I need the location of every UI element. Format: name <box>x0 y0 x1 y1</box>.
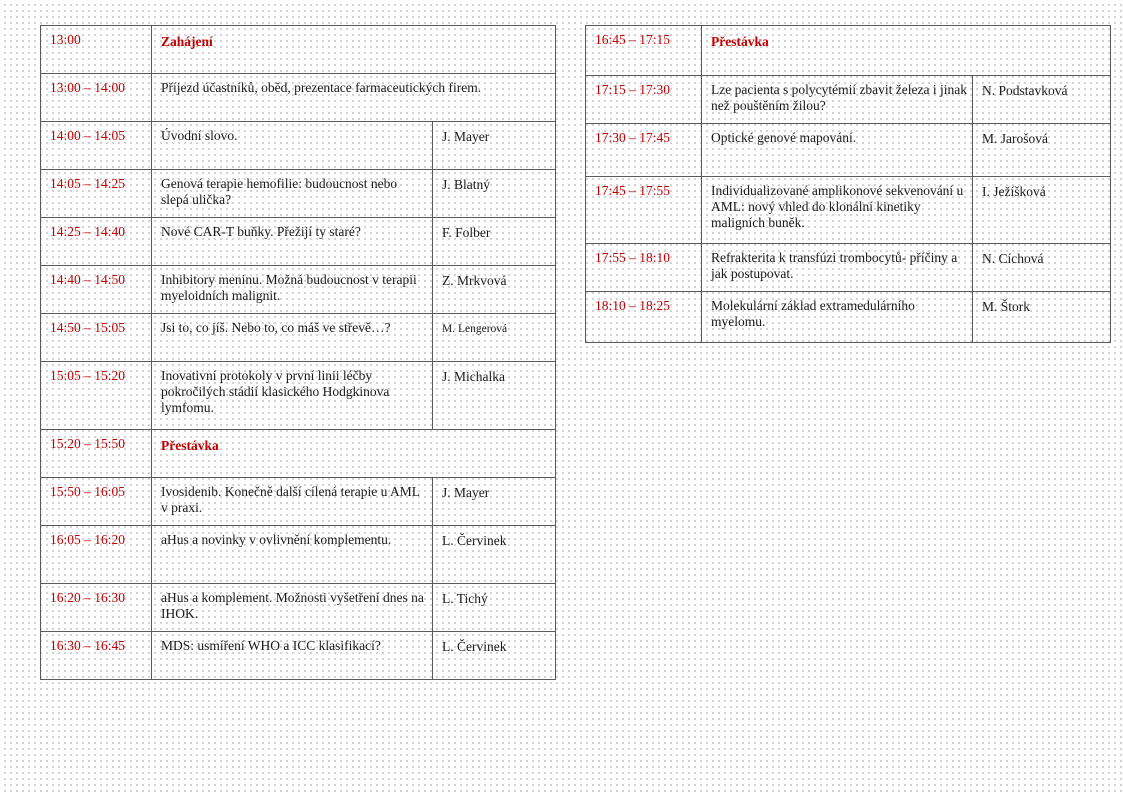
schedule-row <box>586 244 1111 292</box>
session-title: Úvodní slovo. <box>152 122 433 170</box>
session-title: MDS: usmíření WHO a ICC klasifikací? <box>152 632 433 680</box>
session-title: Genová terapie hemofilie: budoucnost nebo slepá ulička? <box>152 170 433 218</box>
schedule-row <box>41 526 556 584</box>
session-time: 17:30 – 17:45 <box>586 124 702 177</box>
session-time: 17:55 – 18:10 <box>586 244 702 292</box>
session-time: 14:40 – 14:50 <box>41 266 152 314</box>
session-speaker: I. Ježíšková <box>973 177 1111 244</box>
session-speaker: J. Mayer <box>433 478 556 526</box>
session-time: 15:50 – 16:05 <box>41 478 152 526</box>
session-time: 16:45 – 17:15 <box>586 26 702 76</box>
schedule-row <box>41 170 556 218</box>
session-title: Inhibitory meninu. Možná budoucnost v terapii myeloidních malignit. <box>152 266 433 314</box>
section-heading: Zahájení <box>152 26 556 74</box>
session-speaker: L. Tichý <box>433 584 556 632</box>
schedule-row <box>41 314 556 362</box>
schedule-row <box>41 362 556 430</box>
section-heading: Přestávka <box>152 430 556 478</box>
session-title: aHus a novinky v ovlivnění komplementu. <box>152 526 433 584</box>
schedule-row <box>586 124 1111 177</box>
session-time: 14:00 – 14:05 <box>41 122 152 170</box>
session-time: 18:10 – 18:25 <box>586 292 702 343</box>
program-table-right <box>585 25 1111 343</box>
schedule-row <box>41 632 556 680</box>
session-speaker: L. Červinek <box>433 632 556 680</box>
program-table-left <box>40 25 556 680</box>
session-time: 15:05 – 15:20 <box>41 362 152 430</box>
schedule-row <box>41 478 556 526</box>
session-title: aHus a komplement. Možnosti vyšetření dnes na IHOK. <box>152 584 433 632</box>
session-title: Refrakterita k transfúzi trombocytů- příčiny a jak postupovat. <box>702 244 973 292</box>
session-time: 17:45 – 17:55 <box>586 177 702 244</box>
session-time: 14:05 – 14:25 <box>41 170 152 218</box>
session-title: Lze pacienta s polycytémií zbavit železa i jinak než pouštěním žilou? <box>702 76 973 124</box>
schedule-row <box>586 292 1111 343</box>
session-time: 16:30 – 16:45 <box>41 632 152 680</box>
session-speaker: N. Cíchová <box>973 244 1111 292</box>
schedule-row <box>41 122 556 170</box>
schedule-row <box>41 74 556 122</box>
session-speaker: F. Folber <box>433 218 556 266</box>
session-title: Jsi to, co jíš. Nebo to, co máš ve střevě…? <box>152 314 433 362</box>
section-heading: Přestávka <box>702 26 1111 76</box>
session-time: 13:00 – 14:00 <box>41 74 152 122</box>
session-title: Příjezd účastníků, oběd, prezentace farmaceutických firem. <box>152 74 556 122</box>
session-speaker: M. Štork <box>973 292 1111 343</box>
session-time: 17:15 – 17:30 <box>586 76 702 124</box>
session-speaker: J. Mayer <box>433 122 556 170</box>
session-time: 15:20 – 15:50 <box>41 430 152 478</box>
schedule-row <box>586 26 1111 76</box>
session-speaker: L. Červinek <box>433 526 556 584</box>
session-speaker: J. Michalka <box>433 362 556 430</box>
schedule-row <box>41 218 556 266</box>
session-title: Molekulární základ extramedulárního myelomu. <box>702 292 973 343</box>
session-time: 16:20 – 16:30 <box>41 584 152 632</box>
session-title: Individualizované amplikonové sekvenování u AML: nový vhled do klonální kinetiky maligních buněk. <box>702 177 973 244</box>
schedule-row <box>586 76 1111 124</box>
session-speaker: Z. Mrkvová <box>433 266 556 314</box>
session-title: Optické genové mapování. <box>702 124 973 177</box>
session-time: 16:05 – 16:20 <box>41 526 152 584</box>
session-title: Ivosidenib. Konečně další cílená terapie u AML v praxi. <box>152 478 433 526</box>
session-title: Inovativní protokoly v první linii léčby pokročilých stádií klasického Hodgkinova lymfomu. <box>152 362 433 430</box>
session-title: Nové CAR-T buňky. Přežijí ty staré? <box>152 218 433 266</box>
session-speaker: J. Blatný <box>433 170 556 218</box>
session-time: 14:25 – 14:40 <box>41 218 152 266</box>
schedule-row <box>41 430 556 478</box>
schedule-row <box>41 266 556 314</box>
session-speaker: M. Jarošová <box>973 124 1111 177</box>
session-time: 13:00 <box>41 26 152 74</box>
schedule-row <box>41 584 556 632</box>
session-time: 14:50 – 15:05 <box>41 314 152 362</box>
session-speaker: N. Podstavková <box>973 76 1111 124</box>
session-speaker: M. Lengerová <box>433 314 556 362</box>
schedule-row <box>586 177 1111 244</box>
schedule-row <box>41 26 556 74</box>
